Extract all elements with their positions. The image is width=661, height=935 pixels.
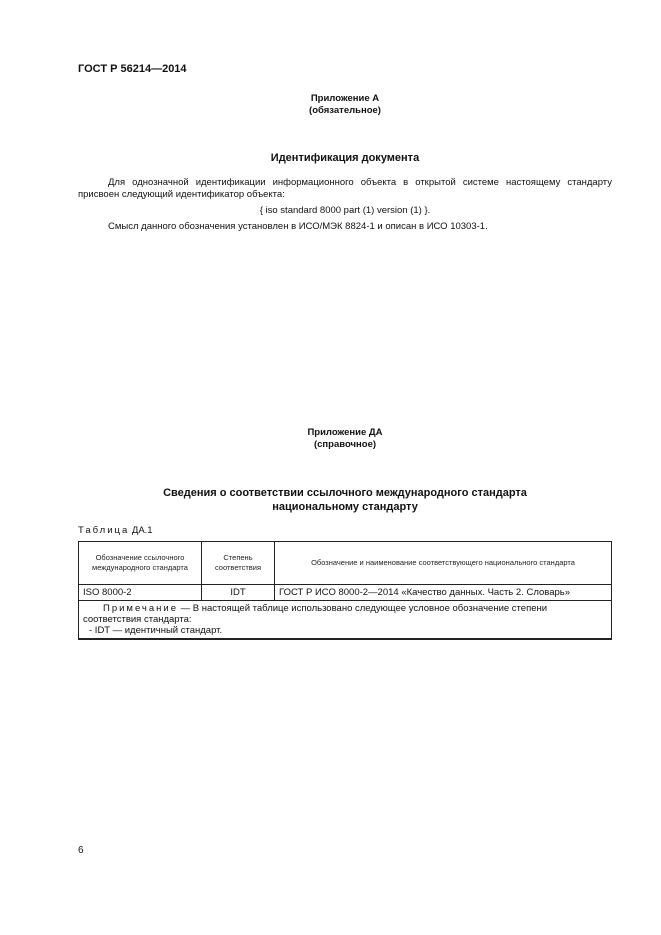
- appendix-a-title: [78, 93, 612, 117]
- document-header: ГОСТ Р 56214—2014: [78, 63, 187, 75]
- appendix-a-paragraph-2: Смысл данного обозначения установлен в ИСО/МЭК 8824-1 и описан в ИСО 10303-1.: [108, 221, 488, 232]
- table-note-row: [79, 601, 612, 640]
- table-note: [79, 601, 612, 640]
- appendix-da-heading-line-1: Сведения о соответствии ссылочного международного стандарта: [163, 487, 527, 499]
- appendix-da-heading: [78, 486, 612, 514]
- appendix-da-heading-line-2: национальному стандарту: [272, 501, 418, 513]
- cell-national-standard: ГОСТ Р ИСО 8000-2—2014 «Качество данных. Часть 2. Словарь»: [275, 585, 612, 601]
- correspondence-table: [78, 541, 612, 640]
- note-label: Примечание: [103, 603, 178, 614]
- header-national-standard: Обозначение и наименование соответствующего национального стандарта: [275, 542, 612, 585]
- header-degree-of-correspondence: Степень соответствия: [202, 542, 275, 585]
- table-caption: [78, 525, 153, 536]
- appendix-da-label: Приложение ДА: [307, 427, 383, 438]
- table-header-row: [79, 542, 612, 585]
- appendix-a-heading: Идентификация документа: [270, 152, 420, 164]
- table-caption-word: Таблица: [78, 525, 130, 536]
- cell-international-standard: ISO 8000-2: [79, 585, 202, 601]
- appendix-a-paragraph-1: Для однозначной идентификации информационного объекта в открытой системе настоящему стандарту присвоен следующий идентификатор объекта:: [78, 177, 612, 200]
- table-row: [79, 585, 612, 601]
- header-international-standard: Обозначение ссылочного международного стандарта: [79, 542, 202, 585]
- object-identifier: { iso standard 8000 part (1) version (1) }.: [259, 205, 431, 216]
- appendix-a-status: (обязательное): [309, 105, 381, 116]
- note-text: — В настоящей таблице использовано следующее условное обозначение степени соответствия стандарта:: [83, 603, 548, 625]
- appendix-a-label: Приложение А: [310, 93, 380, 104]
- table-caption-number: ДА.1: [131, 525, 153, 536]
- appendix-da-title: [78, 427, 612, 451]
- page-number: 6: [78, 845, 84, 856]
- note-item: - IDT — идентичный стандарт.: [89, 625, 223, 636]
- appendix-da-status: (справочное): [313, 439, 377, 450]
- cell-degree: IDT: [202, 585, 275, 601]
